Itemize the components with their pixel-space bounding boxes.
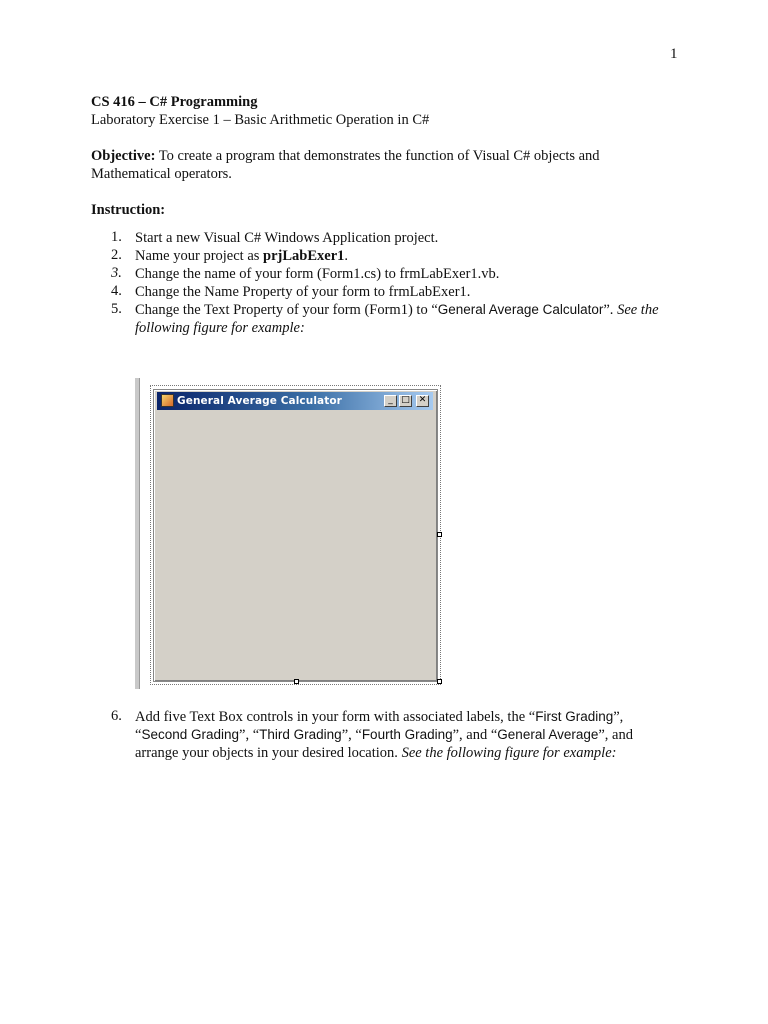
maximize-icon[interactable]: □ xyxy=(399,395,412,407)
objective-line-2: Mathematical operators. xyxy=(91,166,232,182)
resize-handle-bottom[interactable] xyxy=(294,679,299,684)
subtitle: Laboratory Exercise 1 – Basic Arithmetic Operation in C# xyxy=(91,112,430,128)
resize-handle-right[interactable] xyxy=(437,532,442,537)
instruction-heading: Instruction: xyxy=(91,202,166,218)
page-number: 1 xyxy=(670,46,678,62)
resize-handle-corner[interactable] xyxy=(437,679,442,684)
designer-left-edge xyxy=(135,378,140,689)
course-title: CS 416 – C# Programming xyxy=(91,94,258,110)
close-icon[interactable]: ✕ xyxy=(416,395,429,407)
objective-line-1: Objective: To create a program that demonstrates the function of Visual C# objects and xyxy=(91,148,600,164)
minimize-icon[interactable]: _ xyxy=(384,395,397,407)
form-window[interactable] xyxy=(153,389,438,682)
objective-label: Objective: xyxy=(91,148,156,164)
form-icon xyxy=(161,394,174,407)
form-title: General Average Calculator xyxy=(177,395,342,407)
